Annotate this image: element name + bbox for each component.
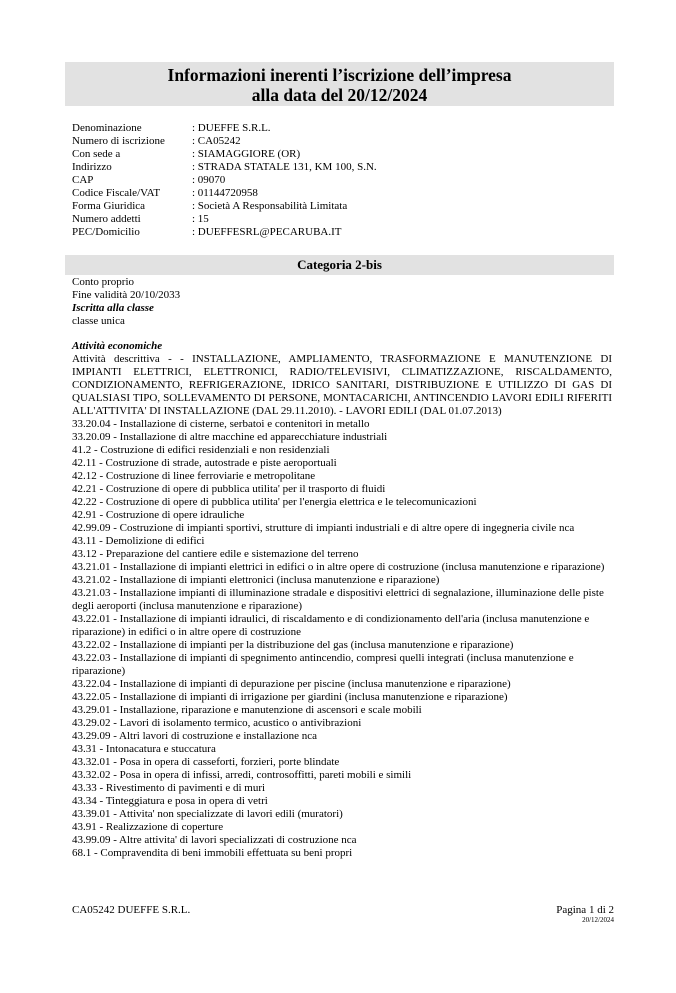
activity-item: 42.11 - Costruzione di strade, autostrade e piste aeroportuali: [72, 457, 337, 469]
title-line-2: alla data del 20/12/2024: [251, 85, 428, 105]
activity-item: 43.32.02 - Posa in opera di infissi, arredi, controsoffitti, pareti mobili e simili: [72, 769, 412, 781]
info-key: Indirizzo: [72, 161, 112, 173]
company-info-table: [72, 122, 377, 239]
info-row: [72, 122, 377, 135]
info-value: : DUEFFE S.R.L.: [192, 122, 271, 134]
activity-item: 42.21 - Costruzione di opere di pubblica utilita' per il trasporto di fluidi: [72, 483, 386, 495]
info-row: [72, 200, 377, 213]
activity-item: 42.91 - Costruzione di opere idrauliche: [72, 509, 245, 521]
attivita-heading: Attività economiche: [72, 340, 163, 352]
document-title: [65, 62, 614, 106]
activity-item: 43.12 - Preparazione del cantiere edile e sistemazione del terreno: [72, 548, 359, 560]
attivita-description: Attività descrittiva - - INSTALLAZIONE, AMPLIAMENTO, TRASFORMAZIONE E MANUTENZIONE DI IMPIANTI ELETTRICI, ELETTRONICI, RADIO/TELEVISIVI, CLIMATIZZAZIONE, RISCALDAMENTO, CONDIZIONAMENTO, REFRIGERAZIONE, IDRICO SANITARI, DISTRIBUZIONE E UTILIZZO DI GAS DI QUALSIASI TIPO, SOLLEVAMENTO DI PERSONE, MONTACARICHI, ANTINCENDIO LAVORI EDILI RIFERITI ALL'ATTIVITA' DI INSTALLAZIONE (DAL 29.11.2010). - LAVORI EDILI (DAL 01.07.2013): [72, 353, 612, 417]
info-row: [72, 148, 377, 161]
activity-item: 42.12 - Costruzione di linee ferroviarie e metropolitane: [72, 470, 316, 482]
info-value: : CA05242: [192, 135, 241, 147]
activity-item: 43.34 - Tinteggiatura e posa in opera di vetri: [72, 795, 268, 807]
info-row: [72, 187, 377, 200]
category-details: [72, 276, 612, 328]
info-row: [72, 213, 377, 226]
info-row: [72, 174, 377, 187]
activity-item: 41.2 - Costruzione di edifici residenziali e non residenziali: [72, 444, 330, 456]
fine-validita-text: Fine validità 20/10/2033: [72, 289, 181, 301]
activity-item: 43.32.01 - Posa in opera di casseforti, forzieri, porte blindate: [72, 756, 340, 768]
footer-date: 20/12/2024: [582, 916, 614, 924]
page-number: Pagina 1 di 2: [556, 904, 614, 916]
activity-item: 43.22.03 - Installazione di impianti di spegnimento antincendio, compresi quelli integrati (inclusa manutenzione e riparazione): [72, 652, 574, 677]
info-key: Numero di iscrizione: [72, 135, 165, 147]
activity-list: [72, 418, 612, 860]
activity-item: 43.21.03 - Installazione impianti di illuminazione stradale e dispositivi elettrici di segnalazione, illuminazione delle piste degli aeroporti (inclusa manutenzione e riparazione): [72, 587, 604, 612]
iscritta-label: Iscritta alla classe: [72, 302, 154, 314]
info-key: Numero addetti: [72, 213, 141, 225]
footer-company: CA05242 DUEFFE S.R.L.: [72, 904, 191, 916]
activity-item: 43.22.01 - Installazione di impianti idraulici, di riscaldamento e di condizionamento dell'aria (inclusa manutenzione e riparazione) in edifici o in altre opere di costruzione: [72, 613, 590, 638]
info-key: Denominazione: [72, 122, 142, 134]
info-value: : SIAMAGGIORE (OR): [192, 148, 301, 160]
info-row: [72, 135, 377, 148]
activity-item: 43.29.09 - Altri lavori di costruzione e installazione nca: [72, 730, 317, 742]
info-value: : 01144720958: [192, 187, 258, 199]
info-value: : 15: [192, 213, 209, 225]
activity-item: 43.99.09 - Altre attivita' di lavori specializzati di costruzione nca: [72, 834, 357, 846]
activity-item: 43.31 - Intonacatura e stuccatura: [72, 743, 216, 755]
activity-item: 43.22.04 - Installazione di impianti di depurazione per piscine (inclusa manutenzione e riparazione): [72, 678, 511, 690]
activity-item: 43.22.05 - Installazione di impianti di irrigazione per giardini (inclusa manutenzione e riparazione): [72, 691, 508, 703]
activity-item: 43.91 - Realizzazione di coperture: [72, 821, 224, 833]
activity-item: 68.1 - Compravendita di beni immobili effettuata su beni propri: [72, 847, 353, 859]
info-key: PEC/Domicilio: [72, 226, 140, 238]
activity-item: 43.39.01 - Attivita' non specializzate di lavori edili (muratori): [72, 808, 343, 820]
info-value: : STRADA STATALE 131, KM 100, S.N.: [192, 161, 377, 173]
info-key: Con sede a: [72, 148, 121, 160]
activity-item: 43.29.02 - Lavori di isolamento termico, acustico o antivibrazioni: [72, 717, 362, 729]
info-key: Forma Giuridica: [72, 200, 146, 212]
classe-text: classe unica: [72, 315, 125, 327]
activity-item: 43.33 - Rivestimento di pavimenti e di muri: [72, 782, 266, 794]
activity-item: 43.21.01 - Installazione di impianti elettrici in edifici o in altre opere di costruzione (inclusa manutenzione e riparazione): [72, 561, 605, 573]
activity-item: 33.20.09 - Installazione di altre macchine ed apparecchiature industriali: [72, 431, 388, 443]
info-key: Codice Fiscale/VAT: [72, 187, 161, 199]
footer-page-info: [556, 904, 614, 925]
info-value: : DUEFFESRL@PECARUBA.IT: [192, 226, 342, 238]
activity-item: 43.29.01 - Installazione, riparazione e manutenzione di ascensori e scale mobili: [72, 704, 422, 716]
conto-text: Conto proprio: [72, 276, 135, 288]
activity-item: 42.22 - Costruzione di opere di pubblica utilita' per l'energia elettrica e le telecomunicazioni: [72, 496, 477, 508]
info-value: : Società A Responsabilità Limitata: [192, 200, 348, 212]
activity-item: 43.21.02 - Installazione di impianti elettronici (inclusa manutenzione e riparazione): [72, 574, 440, 586]
attivita-section: [72, 340, 612, 860]
activity-item: 42.99.09 - Costruzione di impianti sportivi, strutture di impianti industriali e di altre opere di ingegneria civile nca: [72, 522, 575, 534]
activity-item: 33.20.04 - Installazione di cisterne, serbatoi e contenitori in metallo: [72, 418, 370, 430]
info-key: CAP: [72, 174, 94, 186]
info-value: : 09070: [192, 174, 226, 186]
info-row: [72, 226, 377, 239]
activity-item: 43.11 - Demolizione di edifici: [72, 535, 205, 547]
activity-item: 43.22.02 - Installazione di impianti per la distribuzione del gas (inclusa manutenzione e riparazione): [72, 639, 514, 651]
title-line-1: Informazioni inerenti l’iscrizione dell’impresa: [167, 65, 512, 85]
info-row: [72, 161, 377, 174]
category-title: Categoria 2-bis: [65, 255, 614, 275]
